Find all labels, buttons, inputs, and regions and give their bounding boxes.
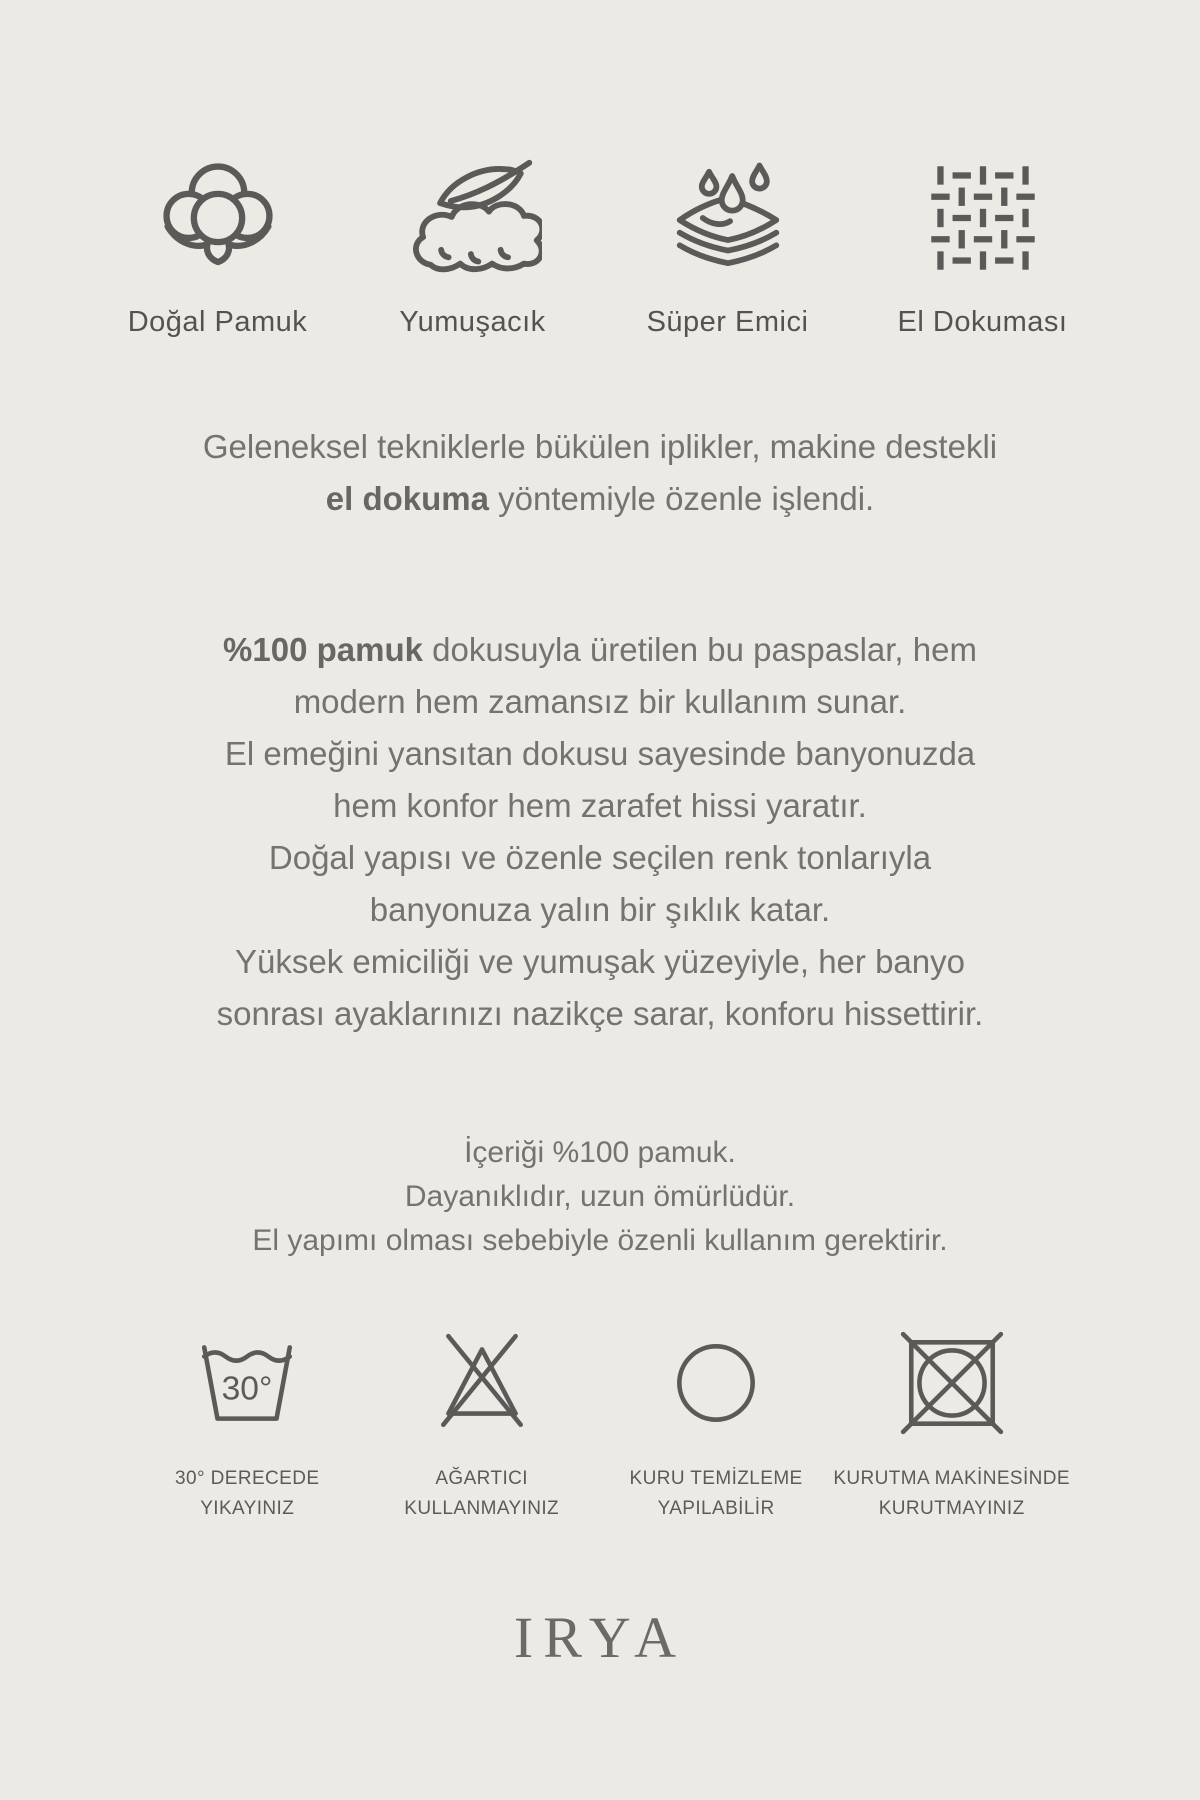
care-label: AĞARTICI KULLANMAYINIZ (404, 1468, 560, 1519)
feature-row (90, 152, 1110, 339)
care-wash-30 (130, 1326, 364, 1524)
no-bleach-icon (426, 1326, 538, 1440)
description-line: Doğal yapısı ve özenle seçilen renk tonlarıyla (268, 839, 932, 876)
feature-soft (345, 152, 600, 339)
absorbent-layers-icon (665, 152, 791, 284)
description-line: modern hem zamansız bir kullanım sunar. (293, 683, 907, 720)
feature-natural-cotton (90, 152, 345, 339)
care-instructions-row (130, 1326, 1070, 1524)
care-dry-clean (599, 1326, 833, 1524)
wash-30-icon (191, 1326, 303, 1440)
description-line: %100 pamuk dokusuyla üretilen bu paspaslar, hem (223, 631, 977, 668)
care-label: 30° DERECEDE YIKAYINIZ (175, 1468, 320, 1519)
feather-cloud-icon (404, 152, 542, 284)
no-tumble-dry-icon (896, 1326, 1008, 1440)
feature-handwoven (855, 152, 1110, 339)
material-info-line: El yapımı olması sebebiyle özenli kullanım gerektirir. (252, 1224, 948, 1257)
intro-line-2: el dokuma yöntemiyle özenle işlendi. (325, 480, 875, 517)
material-info-paragraph (60, 1131, 1140, 1263)
care-label: KURU TEMİZLEME YAPILABİLİR (629, 1468, 803, 1519)
material-info-line: İçeriği %100 pamuk. (464, 1136, 736, 1169)
care-label: KURUTMA MAKİNESİNDE KURUTMAYINIZ (833, 1468, 1070, 1519)
feature-label: Süper Emici (646, 306, 809, 338)
cotton-flower-icon (155, 152, 281, 284)
feature-label: Yumuşacık (399, 306, 546, 338)
feature-label: Doğal Pamuk (127, 306, 308, 338)
care-no-bleach (364, 1326, 598, 1524)
feature-label: El Dokuması (897, 306, 1068, 338)
description-line: Yüksek emiciliği ve yumuşak yüzeyiyle, her banyo (235, 943, 965, 980)
description-line: sonrası ayaklarınızı nazikçe sarar, konforu hissettirir. (216, 995, 984, 1032)
description-line: El emeğini yansıtan dokusu sayesinde banyonuzda (224, 735, 976, 772)
wash-temp-value: 30° (221, 1370, 273, 1408)
description-line: banyonuza yalın bir şıklık katar. (369, 891, 831, 928)
description-line: hem konfor hem zarafet hissi yaratır. (333, 787, 867, 824)
material-info-line: Dayanıklıdır, uzun ömürlüdür. (404, 1180, 796, 1213)
dry-clean-icon (660, 1326, 772, 1440)
intro-paragraph (60, 421, 1140, 525)
hand-weave-icon (925, 152, 1041, 284)
brand-logo: IRYA (513, 1605, 687, 1670)
intro-line-1: Geleneksel tekniklerle bükülen iplikler, makine destekli (202, 428, 998, 465)
feature-absorbent (600, 152, 855, 339)
description-paragraph (60, 624, 1140, 1040)
care-no-tumble-dry (833, 1326, 1070, 1524)
